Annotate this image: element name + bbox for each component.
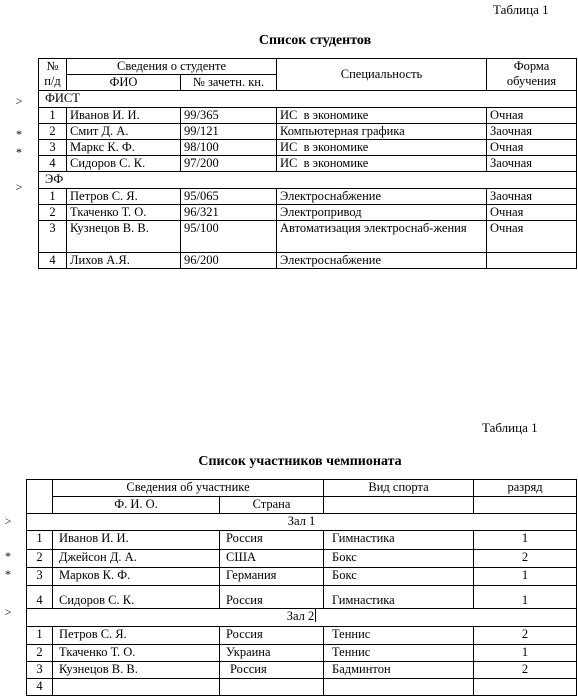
record-book: 98/100 bbox=[181, 140, 277, 156]
row-marker: * bbox=[16, 127, 22, 141]
participant-fio: Иванов И. И. bbox=[53, 531, 220, 550]
specialty: Электроснабжение bbox=[277, 189, 487, 205]
row-num: 4 bbox=[27, 679, 53, 696]
study-form: Очная bbox=[487, 221, 577, 253]
participant-rank: 2 bbox=[474, 550, 577, 568]
header-fio: Ф. И. О. bbox=[53, 497, 220, 514]
header-participant-info: Сведения об участнике bbox=[53, 480, 324, 497]
participant-fio: Петров С. Я. bbox=[53, 627, 220, 645]
participant-rank: 2 bbox=[474, 627, 577, 645]
participant-country: Россия bbox=[220, 662, 324, 679]
header-study-form: Форма обучения bbox=[487, 59, 577, 91]
record-book: 96/321 bbox=[181, 205, 277, 221]
participant-country: Россия bbox=[220, 531, 324, 550]
student-fio: Петров С. Я. bbox=[67, 189, 181, 205]
record-book: 99/365 bbox=[181, 108, 277, 124]
participant-country bbox=[220, 679, 324, 696]
participant-sport: Бокс bbox=[324, 550, 474, 568]
row-marker: > bbox=[15, 180, 23, 194]
row-marker: > bbox=[4, 514, 12, 528]
participant-fio bbox=[53, 679, 220, 696]
participant-sport: Гимнастика bbox=[324, 531, 474, 550]
participant-country: Германия bbox=[220, 568, 324, 586]
student-fio: Маркс К. Ф. bbox=[67, 140, 181, 156]
participant-country: Россия bbox=[220, 586, 324, 609]
students-table bbox=[38, 58, 577, 269]
study-form: Заочная bbox=[487, 124, 577, 140]
row-num: 1 bbox=[39, 189, 67, 205]
row-marker: > bbox=[4, 605, 12, 619]
participant-rank: 1 bbox=[474, 568, 577, 586]
group-row-hall-1: Зал 1 bbox=[27, 514, 577, 531]
row-num: 2 bbox=[27, 645, 53, 662]
header-record-book: № зачетн. кн. bbox=[181, 75, 277, 91]
table2-caption: Таблица 1 bbox=[482, 420, 538, 435]
row-num: 2 bbox=[39, 205, 67, 221]
student-fio: Смит Д. А. bbox=[67, 124, 181, 140]
study-form: Очная bbox=[487, 205, 577, 221]
table1-title: Список студентов bbox=[258, 33, 372, 48]
participant-rank: 1 bbox=[474, 586, 577, 609]
header-empty bbox=[324, 497, 474, 514]
study-form: Заочная bbox=[487, 189, 577, 205]
participant-country: Украина bbox=[220, 645, 324, 662]
student-fio: Сидоров С. К. bbox=[67, 156, 181, 172]
record-book: 99/121 bbox=[181, 124, 277, 140]
header-rank: разряд bbox=[474, 480, 577, 497]
text-cursor bbox=[315, 609, 316, 622]
header-country: Страна bbox=[220, 497, 324, 514]
row-num: 3 bbox=[27, 662, 53, 679]
participant-rank: 1 bbox=[474, 531, 577, 550]
participant-sport: Гимнастика bbox=[324, 586, 474, 609]
participant-fio: Ткаченко Т. О. bbox=[53, 645, 220, 662]
row-num: 4 bbox=[39, 156, 67, 172]
student-fio: Лихов А.Я. bbox=[67, 253, 181, 269]
specialty: Электроснабжение bbox=[277, 253, 487, 269]
specialty: ИС в экономике bbox=[277, 108, 487, 124]
row-num: 3 bbox=[39, 221, 67, 253]
header-student-info: Сведения о студенте bbox=[67, 59, 277, 75]
group-row-ef: ЭФ bbox=[39, 172, 577, 189]
row-num: 1 bbox=[39, 108, 67, 124]
championship-table bbox=[26, 479, 577, 696]
row-marker: * bbox=[5, 549, 11, 563]
row-num: 3 bbox=[39, 140, 67, 156]
header-specialty: Специальность bbox=[277, 59, 487, 91]
header-empty bbox=[474, 497, 577, 514]
record-book: 96/200 bbox=[181, 253, 277, 269]
specialty: ИС в экономике bbox=[277, 140, 487, 156]
participant-fio: Кузнецов В. В. bbox=[53, 662, 220, 679]
header-sport: Вид спорта bbox=[324, 480, 474, 497]
participant-sport: Теннис bbox=[324, 627, 474, 645]
row-num: 1 bbox=[27, 627, 53, 645]
record-book: 97/200 bbox=[181, 156, 277, 172]
study-form bbox=[487, 253, 577, 269]
row-num: 4 bbox=[27, 586, 53, 609]
participant-fio: Сидоров С. К. bbox=[53, 586, 220, 609]
participant-fio: Марков К. Ф. bbox=[53, 568, 220, 586]
participant-sport: Бадминтон bbox=[324, 662, 474, 679]
participant-sport bbox=[324, 679, 474, 696]
participant-country: США bbox=[220, 550, 324, 568]
row-num: 2 bbox=[27, 550, 53, 568]
table2-title: Список участников чемпионата bbox=[198, 454, 402, 469]
group-row-hall-2[interactable] bbox=[27, 609, 577, 627]
study-form: Очная bbox=[487, 108, 577, 124]
specialty: ИС в экономике bbox=[277, 156, 487, 172]
participant-fio: Джейсон Д. А. bbox=[53, 550, 220, 568]
row-num: 4 bbox=[39, 253, 67, 269]
row-num: 3 bbox=[27, 568, 53, 586]
specialty: Электропривод bbox=[277, 205, 487, 221]
row-marker: > bbox=[15, 94, 23, 108]
record-book: 95/065 bbox=[181, 189, 277, 205]
row-marker: * bbox=[16, 145, 22, 159]
group-row-fist: ФИСТ bbox=[39, 91, 577, 108]
table1-caption: Таблица 1 bbox=[493, 2, 549, 17]
specialty: Компьютерная графика bbox=[277, 124, 487, 140]
student-fio: Иванов И. И. bbox=[67, 108, 181, 124]
study-form: Заочная bbox=[487, 156, 577, 172]
header-num: № п/д bbox=[39, 59, 67, 91]
row-num: 1 bbox=[27, 531, 53, 550]
participant-rank: 1 bbox=[474, 645, 577, 662]
participant-rank bbox=[474, 679, 577, 696]
participant-sport: Бокс bbox=[324, 568, 474, 586]
study-form: Очная bbox=[487, 140, 577, 156]
student-fio: Ткаченко Т. О. bbox=[67, 205, 181, 221]
row-marker: * bbox=[5, 567, 11, 581]
participant-rank: 2 bbox=[474, 662, 577, 679]
participant-country: Россия bbox=[220, 627, 324, 645]
participant-sport: Теннис bbox=[324, 645, 474, 662]
specialty: Автоматизация электроснаб-жения bbox=[277, 221, 487, 253]
row-num: 2 bbox=[39, 124, 67, 140]
header-num-empty bbox=[27, 480, 53, 514]
header-fio: ФИО bbox=[67, 75, 181, 91]
record-book: 95/100 bbox=[181, 221, 277, 253]
student-fio: Кузнецов В. В. bbox=[67, 221, 181, 253]
group-name: Зал 2 bbox=[286, 609, 315, 623]
